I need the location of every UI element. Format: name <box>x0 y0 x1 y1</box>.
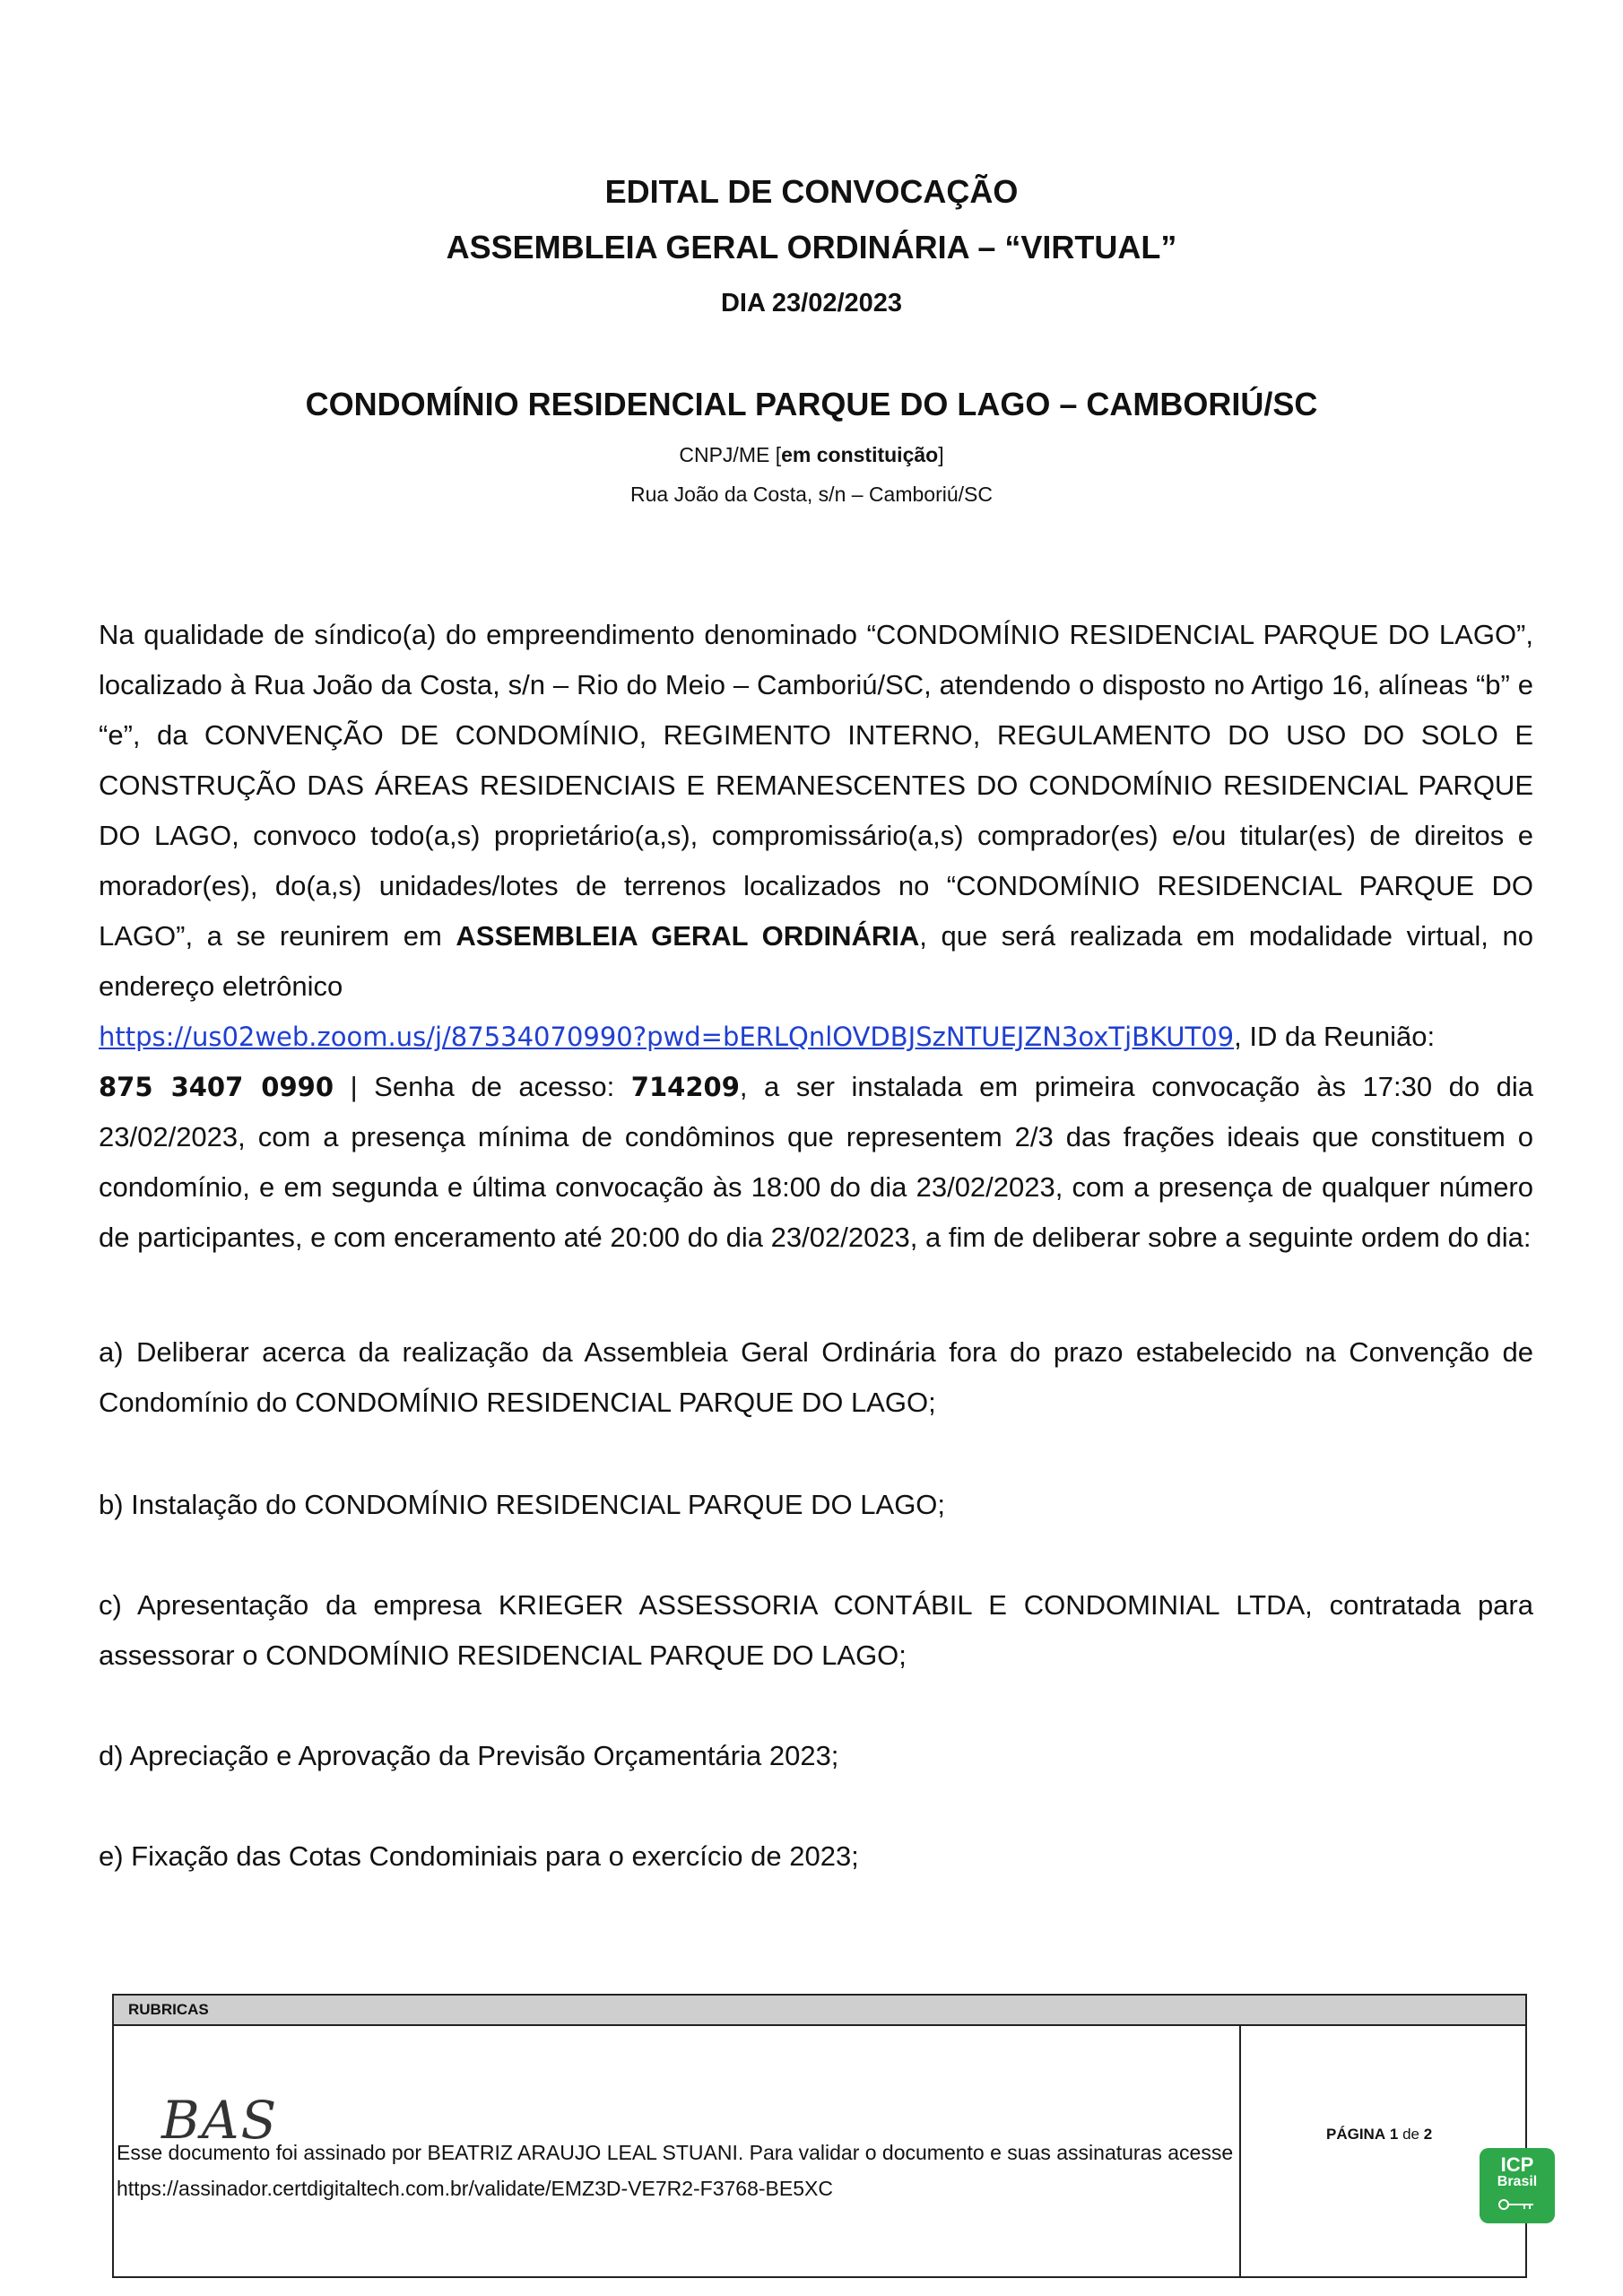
agenda-item-b: b) Instalação do CONDOMÍNIO RESIDENCIAL PARQUE DO LAGO; <box>99 1489 946 1520</box>
cnpj-line <box>0 443 1623 467</box>
meeting-date: DIA 23/02/2023 <box>720 289 903 317</box>
icp-logo-line1: ICP <box>1500 2153 1534 2176</box>
condo-name: CONDOMÍNIO RESIDENCIAL PARQUE DO LAGO – CAMBORIÚ/SC <box>305 386 1318 422</box>
agenda-item-d: d) Apreciação e Aprovação da Previsão Orçamentária 2023; <box>99 1740 839 1771</box>
cnpj-suffix: ] <box>938 443 944 466</box>
signed-by-text: Esse documento foi assinado por BEATRIZ ARAUJO LEAL STUANI. Para validar o documento e suas assinaturas acesse <box>117 2141 1234 2164</box>
zoom-meeting-link[interactable]: https://us02web.zoom.us/j/87534070990?pwd=bERLQnlOVDBJSzNTUEJZN3oxTjBKUT09 <box>99 1022 1235 1052</box>
condo-address: Rua João da Costa, s/n – Camboriú/SC <box>630 483 993 506</box>
cnpj-prefix: CNPJ/ME [ <box>679 443 782 466</box>
page-current: 1 <box>1389 2126 1399 2143</box>
validation-url[interactable]: https://assinador.certdigitaltech.com.br/validate/EMZ3D-VE7R2-F3768-BE5XC <box>117 2177 833 2200</box>
document-subtitle: ASSEMBLEIA GERAL ORDINÁRIA – “VIRTUAL” <box>446 229 1177 265</box>
signature-note <box>117 2135 1372 2206</box>
page-label: PÁGINA <box>1326 2126 1386 2143</box>
paragraph-part-1: Na qualidade de síndico(a) do empreendimento denominado “CONDOMÍNIO RESIDENCIAL PARQUE DO LAGO”, localizado à Rua João da Costa, s/n – Rio do Meio – Camboriú/SC, atendendo o disposto no Artigo 16, alíneas “b” e “e”, da CONVENÇÃO DE CONDOMÍNIO, REGIMENTO INTERNO, REGULAMENTO DO USO DO SOLO E CONSTRUÇÃO DAS ÁREAS RESIDENCIAIS E REMANESCENTES DO CONDOMÍNIO RESIDENCIAL PARQUE DO LAGO, convoco todo(a,s) proprietário(a,s), compromissário(a,s) comprador(es) e/ou titular(es) de direitos e morador(es), do(a,s) unidades/lotes de terrenos localizados no “CONDOMÍNIO RESIDENCIAL PARQUE DO LAGO”, a se reunirem em <box>99 619 1533 952</box>
agenda-item-e: e) Fixação das Cotas Condominiais para o exercício de 2023; <box>99 1840 859 1872</box>
agenda-item-a: a) Deliberar acerca da realização da Assembleia Geral Ordinária fora do prazo estabelecido na Convenção de Condomínio do CONDOMÍNIO RESIDENCIAL PARQUE DO LAGO; <box>99 1336 1533 1418</box>
icp-logo-line2: Brasil <box>1497 2174 1538 2189</box>
meeting-id-label: , ID da Reunião: <box>1234 1021 1436 1052</box>
page-total: 2 <box>1423 2126 1433 2143</box>
icp-brasil-logo <box>1480 2148 1555 2223</box>
paragraph-part-3: , a ser instalada em primeira convocação às 17:30 do dia 23/02/2023, com a presença mínima de condôminos que representem 2/3 das frações ideais que constituem o condomínio, e em segunda e última convocação às 18:00 do dia 23/02/2023, com a presença de qualquer número de participantes, e com enceramento até 20:00 do dia 23/02/2023, a fim de deliberar sobre a seguinte ordem do dia: <box>99 1071 1534 1253</box>
page-of: de <box>1402 2126 1419 2143</box>
signature-initials: BAS <box>161 2090 279 2151</box>
agenda-item-c: c) Apresentação da empresa KRIEGER ASSESSORIA CONTÁBIL E CONDOMINIAL LTDA, contratada para assessorar o CONDOMÍNIO RESIDENCIAL PARQUE DO LAGO; <box>99 1589 1533 1671</box>
key-icon <box>1497 2198 1537 2211</box>
rubricas-header <box>114 1996 1525 2026</box>
rubricas-title: RUBRICAS <box>128 2001 209 2018</box>
meeting-id: 875 3407 0990 <box>99 1072 334 1102</box>
paragraph-part-2: , que será realizada em modalidade virtual, no endereço eletrônico <box>99 920 1533 1002</box>
password-label: | Senha de acesso: <box>334 1071 631 1102</box>
convocation-paragraph <box>99 610 1533 1263</box>
document-title: EDITAL DE CONVOCAÇÃO <box>604 173 1019 210</box>
cnpj-status: em constituição <box>781 443 939 466</box>
assembly-type: ASSEMBLEIA GERAL ORDINÁRIA <box>456 920 920 952</box>
meeting-password: 714209 <box>630 1072 740 1102</box>
